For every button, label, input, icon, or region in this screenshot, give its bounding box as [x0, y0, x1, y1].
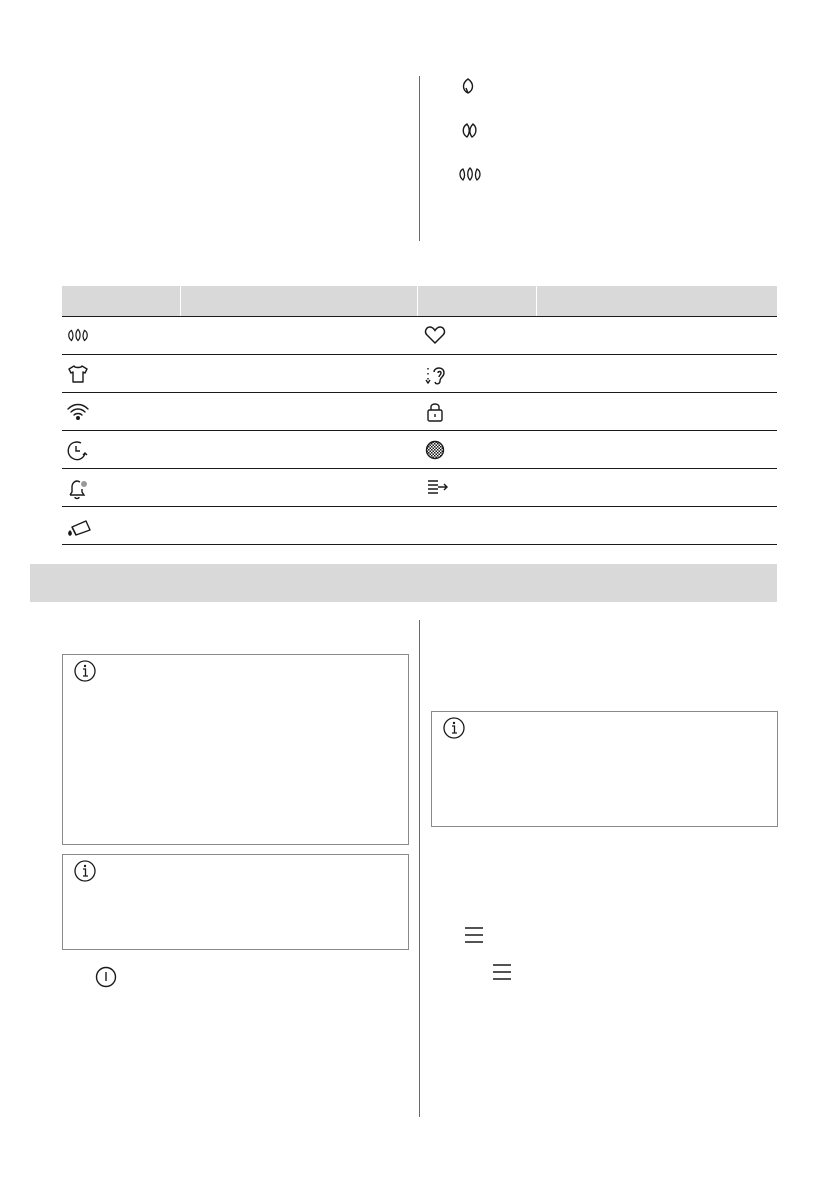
heart-icon — [424, 325, 446, 345]
table-row — [62, 431, 777, 469]
ear-sound-icon — [424, 364, 446, 384]
table-row — [62, 507, 777, 545]
bell-notification-icon — [66, 478, 88, 498]
info-note-box — [62, 854, 409, 950]
info-note-box — [62, 654, 409, 845]
power-icon — [95, 966, 117, 988]
table-row — [62, 355, 777, 393]
detergent-pour-icon — [66, 516, 88, 536]
menu-icon — [464, 926, 484, 944]
table-row — [62, 393, 777, 431]
menu-icon — [492, 963, 512, 981]
triple-leaf-icon — [66, 326, 88, 346]
filter-mesh-icon — [425, 440, 447, 460]
shirt-icon — [67, 364, 89, 384]
triple-leaf-icon — [457, 165, 483, 183]
section-heading-banner — [30, 564, 777, 602]
top-column-divider — [419, 76, 420, 241]
double-leaf-icon — [458, 120, 482, 140]
indicator-table-header — [62, 286, 777, 317]
info-note-box — [431, 711, 778, 827]
padlock-icon — [426, 402, 448, 422]
list-forward-icon — [426, 478, 448, 498]
info-icon — [442, 716, 466, 740]
clock-delay-icon — [66, 440, 88, 460]
single-leaf-icon — [458, 76, 478, 96]
table-row — [62, 317, 777, 355]
wifi-icon — [66, 402, 88, 422]
bottom-column-divider — [419, 620, 420, 1117]
table-row — [62, 469, 777, 507]
info-icon — [73, 659, 97, 683]
info-icon — [73, 859, 97, 883]
